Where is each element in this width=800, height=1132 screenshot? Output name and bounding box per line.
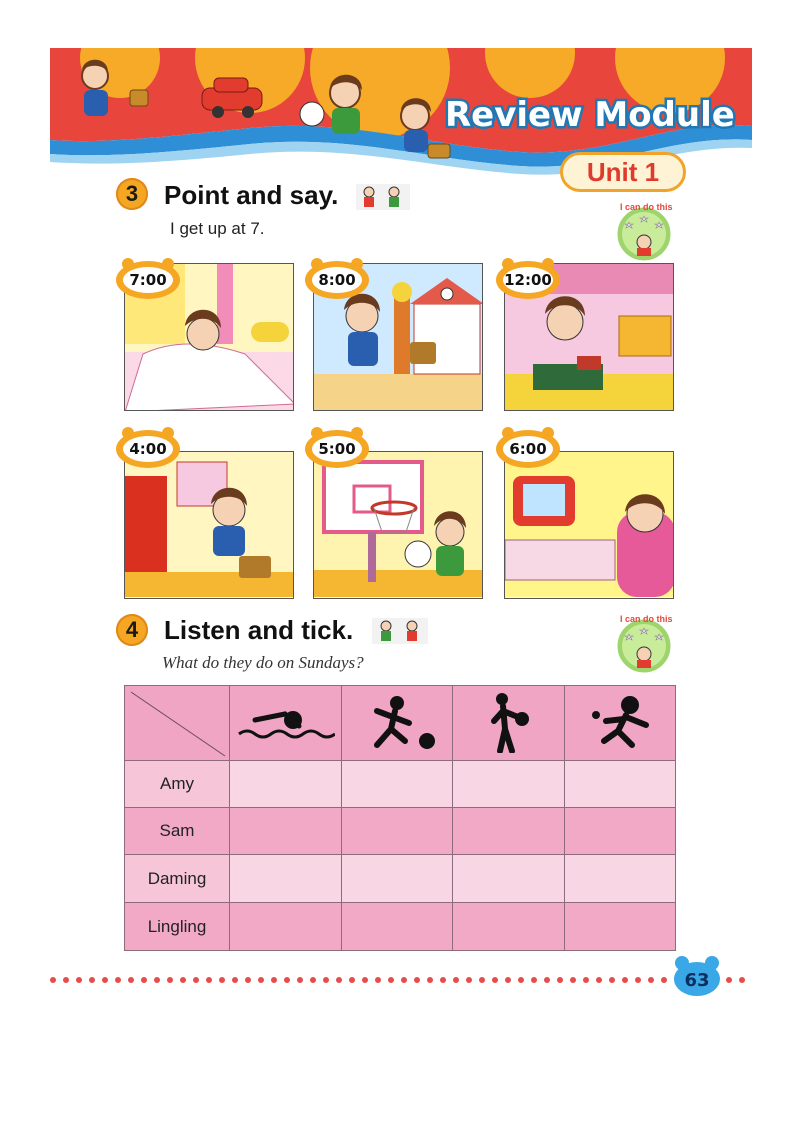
unit-label: Unit 1 — [560, 152, 686, 192]
clock-time: 8:00 — [318, 271, 356, 289]
panel-playing-basketball — [313, 451, 483, 599]
table-corner-cell — [125, 686, 230, 761]
table-header-row — [125, 686, 676, 761]
page-number-badge — [672, 955, 722, 997]
badge-text: I can do this — [620, 202, 673, 212]
clock-4-00 — [114, 425, 182, 469]
clock-5-00 — [303, 425, 371, 469]
dotted-divider — [48, 972, 672, 982]
tick-cell[interactable] — [230, 903, 342, 951]
swimming-icon — [235, 698, 335, 748]
listening-pair-icon — [372, 618, 428, 644]
speaking-pair-icon — [356, 184, 410, 210]
swimming-column-header — [230, 686, 342, 761]
ping-pong-icon — [570, 695, 670, 751]
tick-cell[interactable] — [230, 855, 342, 903]
tick-cell[interactable] — [453, 903, 565, 951]
section-3-title: Point and say. — [164, 180, 339, 210]
tick-cell[interactable] — [564, 808, 676, 855]
review-module-title: Review Module — [445, 95, 735, 135]
tick-cell[interactable] — [341, 808, 453, 855]
tick-cell[interactable] — [341, 903, 453, 951]
section-4-title: Listen and tick. — [164, 615, 354, 645]
row-name: Amy — [125, 761, 230, 808]
clock-7-00 — [114, 256, 182, 300]
tick-cell[interactable] — [564, 761, 676, 808]
table-row — [125, 903, 676, 951]
ping-pong-column-header — [564, 686, 676, 761]
i-can-do-this-badge — [612, 200, 676, 264]
basketball-icon — [458, 693, 558, 753]
row-name: Daming — [125, 855, 230, 903]
tick-cell[interactable] — [230, 808, 342, 855]
badge-text: I can do this — [620, 614, 673, 624]
tick-cell[interactable] — [564, 855, 676, 903]
tick-cell[interactable] — [341, 855, 453, 903]
tick-cell[interactable] — [341, 761, 453, 808]
football-icon — [347, 695, 447, 751]
table-row — [125, 855, 676, 903]
panel-watching-tv — [504, 451, 674, 599]
clock-8-00 — [303, 256, 371, 300]
tick-cell[interactable] — [230, 761, 342, 808]
clock-12-00 — [494, 256, 562, 300]
section-4-question: What do they do on Sundays? — [162, 653, 364, 672]
i-can-do-this-badge — [612, 612, 676, 676]
tick-cell[interactable] — [564, 903, 676, 951]
panel-going-home — [124, 451, 294, 599]
clock-time: 6:00 — [509, 440, 547, 458]
row-name: Lingling — [125, 903, 230, 951]
basketball-column-header — [453, 686, 565, 761]
section-3-example: I get up at 7. — [170, 219, 265, 238]
dotted-divider-end — [724, 972, 754, 982]
clock-time: 7:00 — [129, 271, 167, 289]
section-3-number: 3 — [116, 178, 148, 210]
clock-time: 5:00 — [318, 440, 356, 458]
page-number: 63 — [684, 970, 710, 991]
row-name: Sam — [125, 808, 230, 855]
clock-time: 4:00 — [129, 440, 167, 458]
tick-table — [124, 685, 676, 951]
table-row — [125, 761, 676, 808]
tick-cell[interactable] — [453, 761, 565, 808]
tick-cell[interactable] — [453, 808, 565, 855]
clock-time: 12:00 — [504, 271, 552, 289]
section-4-number: 4 — [116, 614, 148, 646]
tick-cell[interactable] — [453, 855, 565, 903]
clock-6-00 — [494, 425, 562, 469]
table-row — [125, 808, 676, 855]
football-column-header — [341, 686, 453, 761]
